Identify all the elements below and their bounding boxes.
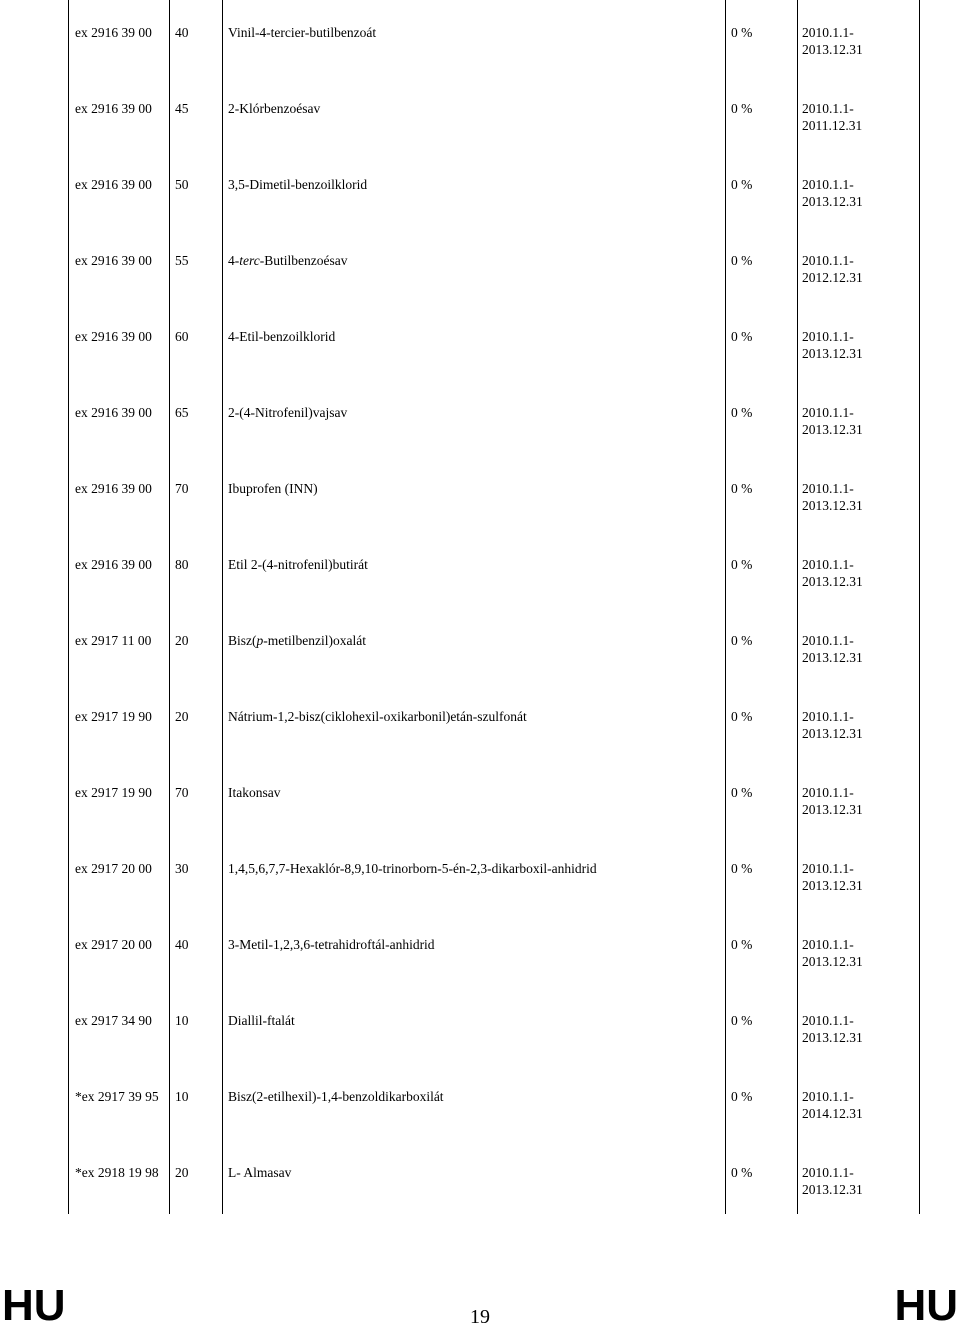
validity-end: 2013.12.31 (802, 726, 863, 741)
cn-code: ex 2917 20 00 (75, 937, 152, 952)
validity-start: 2010.1.1- (802, 253, 854, 268)
duty-rate: 0 % (731, 1013, 753, 1028)
validity-period (802, 784, 912, 818)
cn-code: ex 2916 39 00 (75, 557, 152, 572)
table-row (68, 836, 920, 912)
taric-code: 70 (175, 785, 189, 800)
tariff-table (68, 0, 920, 1214)
description-text: 4- (228, 253, 240, 268)
product-description (228, 100, 320, 117)
validity-end: 2013.12.31 (802, 954, 863, 969)
table-row (68, 0, 920, 76)
validity-start: 2010.1.1- (802, 861, 854, 876)
duty-rate: 0 % (731, 1165, 753, 1180)
product-description (228, 936, 435, 953)
taric-code: 40 (175, 25, 189, 40)
duty-rate: 0 % (731, 329, 753, 344)
validity-period (802, 176, 912, 210)
taric-code: 40 (175, 937, 189, 952)
table-row (68, 76, 920, 152)
description-text: 3-Metil-1,2,3,6-tetrahidroftál-anhidrid (228, 937, 435, 952)
validity-period (802, 936, 912, 970)
description-text: L- Almasav (228, 1165, 292, 1180)
validity-end: 2013.12.31 (802, 1182, 863, 1197)
validity-start: 2010.1.1- (802, 785, 854, 800)
table-row (68, 532, 920, 608)
taric-code: 10 (175, 1013, 189, 1028)
duty-rate: 0 % (731, 177, 753, 192)
footer-language-mark-left: HU (2, 1281, 66, 1330)
product-description (228, 176, 367, 193)
duty-rate: 0 % (731, 709, 753, 724)
validity-end: 2013.12.31 (802, 650, 863, 665)
table-row (68, 1140, 920, 1216)
cn-code: ex 2917 11 00 (75, 633, 152, 648)
duty-rate: 0 % (731, 557, 753, 572)
product-description (228, 480, 318, 497)
description-text: 2-(4-Nitrofenil)vajsav (228, 405, 348, 420)
description-text: Vinil-4-tercier-butilbenzoát (228, 25, 377, 40)
cn-code: ex 2916 39 00 (75, 177, 152, 192)
description-text: Nátrium-1,2-bisz(ciklohexil-oxikarbonil)etán-szulfonát (228, 709, 527, 724)
validity-period (802, 556, 912, 590)
validity-start: 2010.1.1- (802, 405, 854, 420)
description-text: 1,4,5,6,7,7-Hexaklór-8,9,10-trinorborn-5-én-2,3-dikarboxil-anhidrid (228, 861, 597, 876)
duty-rate: 0 % (731, 481, 753, 496)
validity-end: 2013.12.31 (802, 878, 863, 893)
taric-code: 10 (175, 1089, 189, 1104)
description-text: 2-Klórbenzoésav (228, 101, 321, 116)
cn-code: ex 2917 34 90 (75, 1013, 152, 1028)
cn-code: ex 2916 39 00 (75, 481, 152, 496)
validity-end: 2011.12.31 (802, 118, 863, 133)
description-italic-prefix: terc (239, 253, 260, 268)
validity-start: 2010.1.1- (802, 481, 854, 496)
product-description (228, 404, 347, 421)
validity-end: 2013.12.31 (802, 1030, 863, 1045)
validity-end: 2013.12.31 (802, 498, 863, 513)
product-description (228, 1012, 295, 1029)
validity-end: 2013.12.31 (802, 194, 863, 209)
taric-code: 65 (175, 405, 189, 420)
taric-code: 20 (175, 709, 189, 724)
validity-period (802, 1012, 912, 1046)
validity-period (802, 480, 912, 514)
description-text-suffix: -metilbenzil)oxalát (263, 633, 366, 648)
duty-rate: 0 % (731, 937, 753, 952)
product-description (228, 252, 347, 269)
validity-end: 2013.12.31 (802, 346, 863, 361)
duty-rate: 0 % (731, 405, 753, 420)
table-row (68, 608, 920, 684)
table-row (68, 380, 920, 456)
footer-language-mark-right: HU (894, 1281, 958, 1330)
cn-code: ex 2916 39 00 (75, 253, 152, 268)
cn-code: ex 2917 19 90 (75, 785, 152, 800)
cn-code: ex 2917 19 90 (75, 709, 152, 724)
validity-start: 2010.1.1- (802, 1089, 854, 1104)
validity-period (802, 860, 912, 894)
validity-start: 2010.1.1- (802, 329, 854, 344)
duty-rate: 0 % (731, 101, 753, 116)
taric-code: 30 (175, 861, 189, 876)
table-row (68, 1064, 920, 1140)
validity-end: 2013.12.31 (802, 42, 863, 57)
validity-period (802, 1088, 912, 1122)
validity-end: 2012.12.31 (802, 270, 863, 285)
taric-code: 45 (175, 101, 189, 116)
table-row (68, 304, 920, 380)
cn-code: ex 2916 39 00 (75, 25, 152, 40)
validity-period (802, 100, 912, 134)
cn-code: ex 2917 20 00 (75, 861, 152, 876)
product-description (228, 632, 366, 649)
duty-rate: 0 % (731, 785, 753, 800)
product-description (228, 860, 597, 877)
taric-code: 55 (175, 253, 189, 268)
duty-rate: 0 % (731, 253, 753, 268)
taric-code: 70 (175, 481, 189, 496)
duty-rate: 0 % (731, 25, 753, 40)
duty-rate: 0 % (731, 861, 753, 876)
validity-period (802, 1164, 912, 1198)
validity-start: 2010.1.1- (802, 557, 854, 572)
product-description (228, 556, 368, 573)
validity-start: 2010.1.1- (802, 101, 854, 116)
table-row (68, 684, 920, 760)
taric-code: 60 (175, 329, 189, 344)
validity-end: 2013.12.31 (802, 422, 863, 437)
taric-code: 50 (175, 177, 189, 192)
table-row (68, 988, 920, 1064)
table-row (68, 228, 920, 304)
taric-code: 20 (175, 633, 189, 648)
description-text: Ibuprofen (INN) (228, 481, 318, 496)
description-text: 4-Etil-benzoilklorid (228, 329, 336, 344)
taric-code: 80 (175, 557, 189, 572)
validity-period (802, 24, 912, 58)
validity-period (802, 252, 912, 286)
validity-start: 2010.1.1- (802, 937, 854, 952)
description-text: Bisz(2-etilhexil)-1,4-benzoldikarboxilát (228, 1089, 444, 1104)
validity-start: 2010.1.1- (802, 1165, 854, 1180)
cn-code: ex 2916 39 00 (75, 405, 152, 420)
validity-start: 2010.1.1- (802, 633, 854, 648)
table-row (68, 760, 920, 836)
cn-code: ex 2916 39 00 (75, 329, 152, 344)
description-italic-prefix: p (256, 633, 264, 648)
taric-code: 20 (175, 1165, 189, 1180)
validity-period (802, 404, 912, 438)
product-description (228, 784, 280, 801)
product-description (228, 328, 335, 345)
validity-end: 2013.12.31 (802, 802, 863, 817)
cn-code: *ex 2918 19 98 (75, 1165, 159, 1180)
validity-period (802, 328, 912, 362)
description-text: Diallil-ftalát (228, 1013, 295, 1028)
product-description (228, 708, 527, 725)
duty-rate: 0 % (731, 1089, 753, 1104)
validity-start: 2010.1.1- (802, 709, 854, 724)
page-number: 19 (470, 1306, 490, 1328)
cn-code: *ex 2917 39 95 (75, 1089, 159, 1104)
cn-code: ex 2916 39 00 (75, 101, 152, 116)
table-row (68, 456, 920, 532)
description-text: 3,5-Dimetil-benzoilklorid (228, 177, 368, 192)
product-description (228, 24, 376, 41)
description-text: Itakonsav (228, 785, 281, 800)
validity-start: 2010.1.1- (802, 177, 854, 192)
product-description (228, 1088, 444, 1105)
duty-rate: 0 % (731, 633, 753, 648)
product-description (228, 1164, 291, 1181)
description-text: Etil 2-(4-nitrofenil)butirát (228, 557, 368, 572)
validity-end: 2014.12.31 (802, 1106, 863, 1121)
validity-start: 2010.1.1- (802, 1013, 854, 1028)
validity-start: 2010.1.1- (802, 25, 854, 40)
validity-end: 2013.12.31 (802, 574, 863, 589)
validity-period (802, 632, 912, 666)
description-text: Bisz( (228, 633, 257, 648)
table-row (68, 912, 920, 988)
table-row (68, 152, 920, 228)
validity-period (802, 708, 912, 742)
description-text-suffix: -Butilbenzoésav (259, 253, 348, 268)
